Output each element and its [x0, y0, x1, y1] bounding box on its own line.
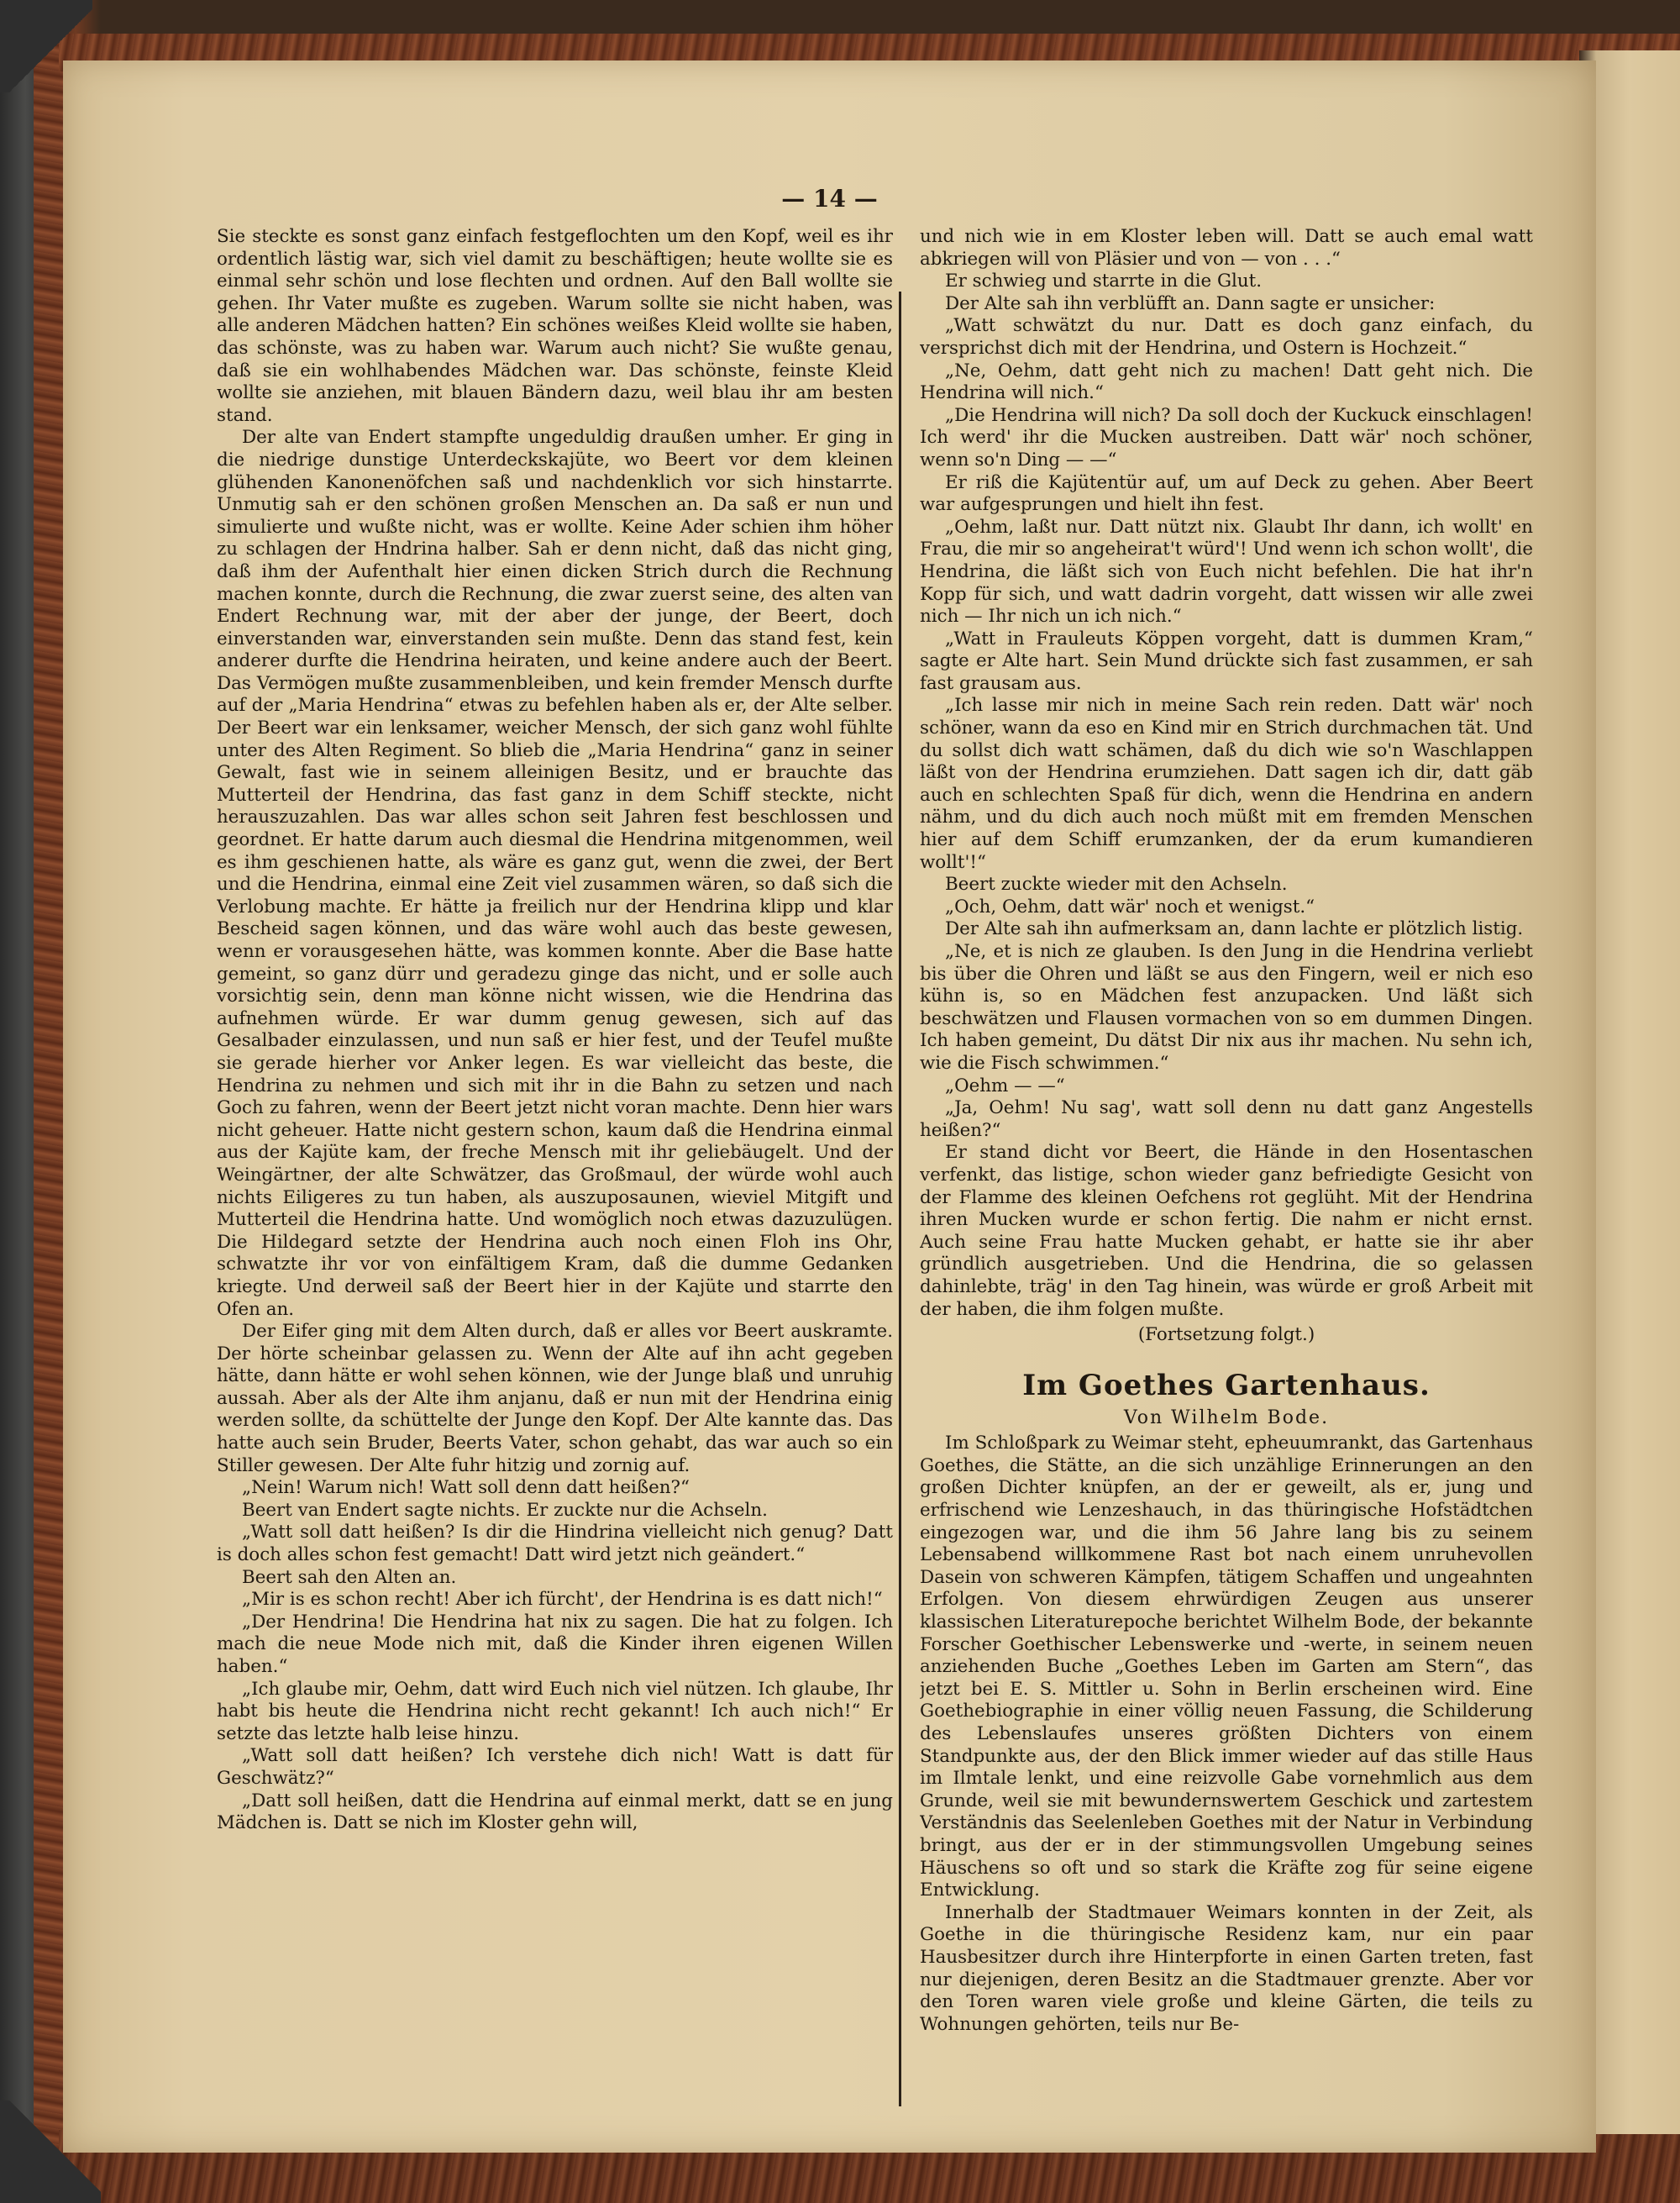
paragraph: „Ne, Oehm, datt geht nich zu machen! Datt geht nich. Die Hendrina will nich.“	[920, 360, 1533, 404]
paragraph: Der Eifer ging mit dem Alten durch, daß er alles vor Beert auskramte. Der hörte scheinbar gelassen zu. Wenn der Alte auf ihn acht gegeben hätte, dann hätte er wohl sehen können, wie der Junge blaß und unruhig aussah. Aber als der Alte ihm anjanu, daß er nun mit der Hendrina einig werden sollte, da schüttelte der Junge den Kopf. Der Alte kannte das. Das hatte auch sein Bruder, Beerts Vater, schon gehabt, das war auch so ein Stiller gewesen. Der Alte fuhr hitzig und zornig auf.	[217, 1321, 893, 1476]
column-rule	[899, 292, 901, 2106]
paragraph: Sie steckte es sonst ganz einfach festgeflochten um den Kopf, weil es ihr ordentlich lästig war, sich viel damit zu beschäftigen; heute wollte sie es einmal sehr schön und lose flechten und ordnen. Auf den Ball wollte sie gehen. Ihr Vater mußte es zugeben. Warum sollte sie nicht haben, was alle anderen Mädchen hatten? Ein schönes weißes Kleid wollte sie haben, das schönste, was zu haben war. Warum auch nicht? Sie wußte genau, daß sie ein wohlhabendes Mädchen war. Das schönste, feinste Kleid wollte sie anziehen, mit blauen Bändern dazu, weil blau ihr am besten stand.	[217, 226, 893, 426]
paragraph: Der alte van Endert stampfte ungeduldig draußen umher. Er ging in die niedrige dunstige Unterdeckskajüte, wo Beert vor dem kleinen glühenden Kanonenöfchen saß und nachdenklich vor sich hinstarrte. Unmutig sah er den schönen großen Menschen an. Da saß er nun und simulierte und wußte nicht, was er wollte. Keine Ader schien ihm höher zu schlagen der Hndrina halber. Sah er denn nicht, daß das nicht ging, daß ihm der Aufenthalt hier einen dicken Strich durch die Rechnung machen konnte, durch die Rechnung, die zwar zuerst seine, des alten van Endert Rechnung war, mit der aber der junge, der Beert, doch einverstanden war, einverstanden sein mußte. Denn das stand fest, kein anderer durfte die Hendrina heiraten, und keine andere auch der Beert. Das Vermögen mußte zusammenbleiben, und kein fremder Mensch durfte auf der „Maria Hendrina“ etwas zu befehlen haben als er, der Alte selber. Der Beert war ein lenksamer, weicher Mensch, der sich ganz wohl fühlte unter des Alten Regiment. So blieb die „Maria Hendrina“ ganz in seiner Gewalt, fast wie in seinem alleinigen Besitz, und er brauchte das Mutterteil der Hendrina, das fast ganz in dem Schiff steckte, nicht herauszuzahlen. Das war alles schon seit Jahren fest beschlossen und geordnet. Er hatte darum auch diesmal die Hendrina mitgenommen, weil es ihm geschienen hatte, als wäre es ganz gut, wenn die zwei, der Bert und die Hendrina, einmal eine Zeit viel zusammen wären, so daß sich die Verlobung machte. Er hätte ja freilich nur der Hendrina klipp und klar Bescheid sagen können, und das wäre wohl auch das beste gewesen, wenn er vorausgesehen hätte, was kommen konnte. Aber die Base hatte gemeint, so ganz dürr und geradezu ginge das nicht, und er solle auch vorsichtig sein, denn man könne nicht wissen, wie die Hendrina das aufnehmen würde. Er war dumm genug gewesen, sich auf das Gesalbader einzulassen, und nun saß er hier fest, und der Teufel mußte sie gerade hierher vor Anker legen. Es war vielleicht das beste, die Hendrina zu nehmen und sich mit ihr in die Bahn zu setzen und nach Goch zu fahren, wenn der Beert jetzt nicht voran machte. Denn hier wars nicht geheuer. Hatte nicht gestern schon, kaum daß die Hendrina einmal aus der Kajüte kam, der freche Mensch mit ihr geliebäugelt. Und der Weingärtner, der alte Schwätzer, das Großmaul, der würde wohl auch nichts Eiligeres zu tun haben, als auszuposaunen, wieviel Mitgift und Mutterteil die Hendrina hatte. Und womöglich noch etwas dazuzulügen. Die Hildegard setzte der Hendrina auch noch einen Floh ins Ohr, schwatzte ihr vor von einfältigem Kram, daß die dumme Gedanken kriegte. Und derweil saß der Beert hier in der Kajüte und starrte den Ofen an.	[217, 427, 893, 1320]
paragraph: „Watt in Frauleuts Köppen vorgeht, datt is dummen Kram,“ sagte er Alte hart. Sein Mund drückte sich fast zusammen, er sah fast grausam aus.	[920, 628, 1533, 694]
paragraph: Beert van Endert sagte nichts. Er zuckte nur die Achseln.	[242, 1499, 768, 1521]
paragraph: „Oehm — —“	[945, 1075, 1065, 1096]
page-number: — 14 —	[781, 185, 878, 213]
paragraph: „Ich glaube mir, Oehm, datt wird Euch nich viel nützen. Ich glaube, Ihr habt bis heute die Hendrina nicht recht gekannt! Ich auch nich!“ Er setzte das letzte halb leise hinzu.	[217, 1678, 893, 1744]
right-column	[920, 226, 1533, 2133]
newspaper-page	[63, 60, 1596, 2153]
paragraph: „Die Hendrina will nich? Da soll doch der Kuckuck einschlagen! Ich werd' ihr die Mucken austreiben. Datt wär' noch schöner, wenn so'n Ding — —“	[920, 404, 1533, 471]
paragraph: Er stand dicht vor Beert, die Hände in den Hosentaschen verfenkt, das listige, schon wieder ganz befriedigte Gesicht von der Flamme des kleinen Oefchens rot geglüht. Mit der Hendrina ihren Mucken wurde er schon fertig. Die nahm er nicht ernst. Auch seine Frau hatte Mucken gehabt, er hatte sie ihr aber gründlich ausgetrieben. Und die Hendrina, die so gelassen dahinlebte, träg' in den Tag hinein, was würde er groß Arbeit mit der haben, die ihm folgen mußte.	[920, 1142, 1533, 1320]
article-byline: Von Wilhelm Bode.	[1123, 1406, 1330, 1428]
paragraph: Beert zuckte wieder mit den Achseln.	[945, 874, 1288, 896]
paragraph: „Ne, et is nich ze glauben. Is den Jung in die Hendrina verliebt bis über die Ohren und läßt se aus den Fingern, weil er nich eso kühn is, so en Mädchen fest anzupacken. Und läßt sich beschwätzen und Flausen vormachen von so em dummen Dingen. Ich haben gemeint, Du dätst Dir nix aus ihr machen. Nu sehn ich, wie die Fisch schwimmen.“	[920, 941, 1533, 1074]
paragraph: „Oehm, laßt nur. Datt nützt nix. Glaubt Ihr dann, ich wollt' en Frau, die mir so angeheirat't würd'! Und wenn ich schon wollt', die Hendrina, die läßt sich von Euch nicht befehlen. Die hat ihr'n Kopp für sich, und watt dadrin vorgeht, datt wissen wir alle zwei nich — Ihr nich un ich nich.“	[920, 516, 1533, 628]
paragraph: Er schwieg und starrte in die Glut.	[945, 271, 1263, 292]
paragraph: „Nein! Warum nich! Watt soll denn datt heißen?“	[242, 1477, 690, 1499]
paragraph: Der Alte sah ihn aufmerksam an, dann lachte er plötzlich listig.	[945, 918, 1524, 940]
article-title: Im Goethes Gartenhaus.	[1022, 1368, 1431, 1402]
paragraph: „Der Hendrina! Die Hendrina hat nix zu sagen. Die hat zu folgen. Ich mach die neue Mode nich mit, daß die Kinder ihren eigenen Willen haben.“	[217, 1611, 893, 1677]
paragraph: Der Alte sah ihn verblüfft an. Dann sagte er unsicher:	[945, 292, 1436, 314]
paragraph: „Watt schwätzt du nur. Datt es doch ganz einfach, du versprichst dich mit der Hendrina, und Ostern is Hochzeit.“	[920, 315, 1533, 359]
paragraph: „Mir is es schon recht! Aber ich fürcht', der Hendrina is es datt nich!“	[242, 1589, 883, 1611]
paragraph: „Watt soll datt heißen? Is dir die Hindrina vielleicht nich genug? Datt is doch alles schon fest gemacht! Datt wird jetzt nich geändert.“	[217, 1522, 893, 1566]
paragraph: Innerhalb der Stadtmauer Weimars konnten in der Zeit, als Goethe in die thüringische Residenz kam, nur ein paar Hausbesitzer durch ihre Hinterpforte in einen Garten treten, fast nur diejenigen, deren Besitz an die Stadtmauer grenzte. Aber vor den Toren waren viele große und kleine Gärten, die teils zu Wohnungen gehörten, teils nur Be-	[920, 1901, 1533, 2035]
paragraph: und nich wie in em Kloster leben will. Datt se auch emal watt abkriegen will von Pläsier und von — von . . .“	[920, 226, 1533, 270]
paragraph: „Ja, Oehm! Nu sag', watt soll denn nu datt ganz Angestells heißen?“	[920, 1097, 1533, 1141]
left-column	[217, 226, 893, 2133]
continuation-note: (Fortsetzung folgt.)	[1137, 1324, 1315, 1346]
paragraph: „Watt soll datt heißen? Ich verstehe dich nich! Watt is datt für Geschwätz?“	[217, 1745, 893, 1789]
paragraph: Beert sah den Alten an.	[242, 1566, 457, 1588]
paragraph: Im Schloßpark zu Weimar steht, epheuumrankt, das Gartenhaus Goethes, die Stätte, an die sich unzählige Erinnerungen an den großen Dichter knüpfen, an der er geweilt, als er, jung und erfrischend wie Lenzeshauch, in das thüringische Hofstädtchen eingezogen war, und die ihm 56 Jahre lang bis zu seinem Lebensabend willkommene Rast bot nach einem unruhevollen Dasein von schweren Kämpfen, tätigem Schaffen und ungeahnten Erfolgen. Von diesem ehrwürdigen Zeugen aus unserer klassischen Literaturepoche berichtet Wilhelm Bode, der bekannte Forscher Goethischer Lebenswerke und -werte, in seinem neuen anziehenden Buche „Goethes Leben im Garten am Stern“, das jetzt bei E. S. Mittler u. Sohn in Berlin erscheinen wird. Eine Goethebiographie in einer völlig neuen Fassung, die Schilderung des Lebenslaufes unseres größten Dichters von einem Standpunkte aus, der den Blick immer wieder auf das stille Haus im Ilmtale lenkt, und eine reizvolle Gabe vornehmlich aus dem Grunde, weil sie mit bewundernswertem Geschick und zartestem Verständnis das Seelenleben Goethes mit der Natur in Verbindung bringt, aus der er in der stimmungsvollen Umgebung seines Häuschens so oft und so stark die Kräfte zog für seine eigene Entwicklung.	[920, 1433, 1533, 1901]
paragraph: „Ich lasse mir nich in meine Sach rein reden. Datt wär' noch schöner, wann da eso en Kind mir en Strich durchmachen tät. Und du sollst dich watt schämen, daß du dich wie so'n Waschlappen läßt von der Hendrina erumziehen. Datt sagen ich dir, datt gäb auch en schlechten Spaß für dich, wenn die Hendrina en andern nähm, und du dich auch noch müßt mit em fremden Menschen hier auf dem Schiff erumzanken, der da erum kumandieren wollt'!“	[920, 695, 1533, 873]
paragraph: „Datt soll heißen, datt die Hendrina auf einmal merkt, datt se en jung Mädchen is. Datt se nich im Kloster gehn will,	[217, 1790, 893, 1834]
paragraph: „Och, Oehm, datt wär' noch et wenigst.“	[945, 896, 1315, 917]
paragraph: Er riß die Kajütentür auf, um auf Deck zu gehen. Aber Beert war aufgesprungen und hielt ihn fest.	[920, 471, 1533, 516]
